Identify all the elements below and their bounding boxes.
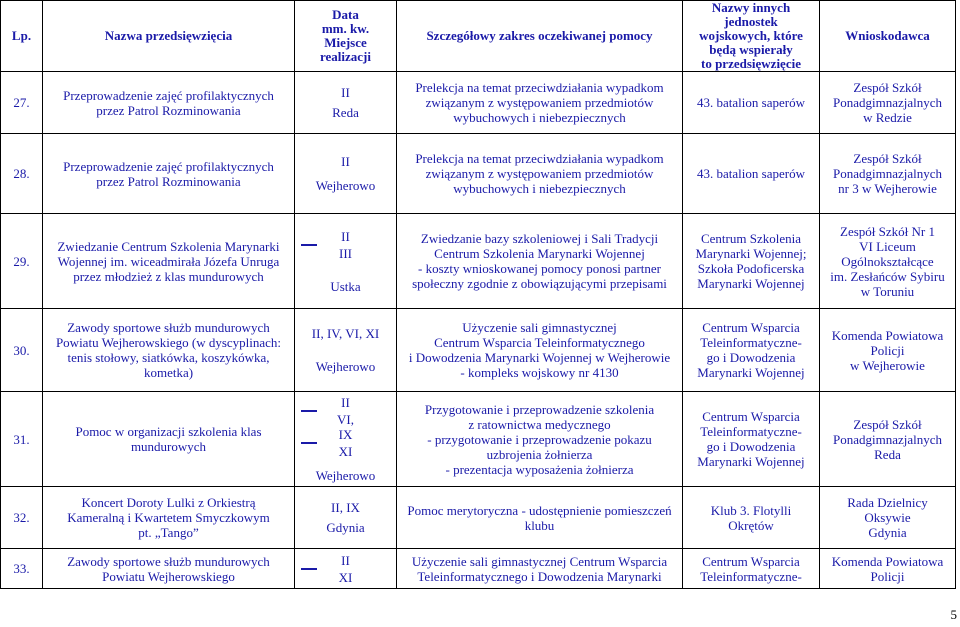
row-units-line: Teleinformatyczne- <box>700 335 802 350</box>
header-name: Nazwa przedsięwzięcia <box>43 1 295 72</box>
row-units-line: Marynarki Wojennej <box>697 276 805 291</box>
row-name <box>43 72 295 134</box>
row-name-line: Zwiedzanie Centrum Szkolenia Marynarki <box>57 238 280 254</box>
row-date-start: IX <box>338 427 353 442</box>
row-applicant-line: w Redzie <box>863 110 912 125</box>
row-applicant-line: Ponadgimnazjalnych <box>832 166 943 181</box>
row-name <box>43 214 295 309</box>
row-scope-line: Pomoc merytoryczna - udostępnienie pomieszczeń <box>407 502 672 518</box>
row-applicant-line: Zespół Szkół <box>853 416 922 432</box>
header-date-line: mm. kw. <box>321 21 370 36</box>
row-applicant <box>820 392 956 487</box>
row-applicant-line: w Toruniu <box>860 283 915 299</box>
row-date-end: XI <box>338 569 353 585</box>
row-date: II <box>341 154 350 169</box>
row-units-line: Teleinformatyczne- <box>700 568 802 584</box>
row-units-line: Szkoła Podoficerska <box>697 261 805 276</box>
row-name <box>43 134 295 214</box>
row-scope-line: - prezentacja wyposażenia żołnierza <box>445 461 634 477</box>
row-scope <box>397 134 683 214</box>
row-units <box>683 309 820 392</box>
row-scope-line: Przygotowanie i przeprowadzenie szkolenia <box>424 401 655 417</box>
row-name-line: kometka) <box>143 365 194 380</box>
row-scope-line: Centrum Wsparcia Teleinformatycznego <box>434 335 645 350</box>
row-name-line: Koncert Doroty Lulki z Orkiestrą <box>81 495 256 510</box>
header-lp: Lp. <box>1 1 43 72</box>
row-place: Wejherowo <box>315 359 376 374</box>
row-date-place <box>295 392 397 487</box>
row-name <box>43 487 295 549</box>
row-units-line: 43. batalion saperów <box>697 166 805 181</box>
row-scope-line: Zwiedzanie bazy szkoleniowej i Sali Tradycji <box>420 231 659 246</box>
row-units-line: go i Dowodzenia <box>706 439 796 454</box>
row-scope-line: - kompleks wojskowy nr 4130 <box>460 365 619 380</box>
row-name-line: pt. „Tango” <box>138 525 199 540</box>
header-applicant: Wnioskodawca <box>820 1 956 72</box>
row-scope-line: Prelekcja na temat przeciwdziałania wypadkom <box>415 151 664 166</box>
row-place: Ustka <box>330 278 361 294</box>
header-date-line: realizacji <box>319 49 371 64</box>
row-units-line: Marynarki Wojennej <box>697 454 805 469</box>
row-units <box>683 549 820 589</box>
row-name-line: przez młodzież z klas mundurowych <box>73 268 264 284</box>
table-row <box>1 487 956 549</box>
row-applicant-line: Oksywie <box>864 510 911 525</box>
row-units <box>683 487 820 549</box>
row-units-line: Teleinformatyczne- <box>700 424 802 439</box>
row-date-range <box>297 395 394 427</box>
row-scope-line: wybuchowych i niebezpiecznych <box>453 181 626 196</box>
header-units-line: jednostek <box>724 14 778 29</box>
row-applicant-line: Policji <box>870 568 905 584</box>
row-name-line: Zawody sportowe służb mundurowych <box>67 320 270 335</box>
row-scope-line: społeczny zgodnie z obowiązującymi przepisami <box>412 276 667 291</box>
row-name-line: przez Patrol Rozminowania <box>96 102 241 118</box>
row-applicant-line: Komenda Powiatowa <box>831 553 944 569</box>
row-date-place <box>295 72 397 134</box>
row-units <box>683 214 820 309</box>
row-units-line: go i Dowodzenia <box>706 350 796 365</box>
row-name <box>43 549 295 589</box>
row-applicant-line: Zespół Szkół <box>853 80 922 95</box>
header-units-line: wojskowych, które <box>699 28 803 43</box>
row-applicant-line: Komenda Powiatowa <box>831 327 944 343</box>
row-applicant <box>820 549 956 589</box>
row-name-line: Przeprowadzenie zajęć profilaktycznych <box>63 87 274 103</box>
row-scope <box>397 214 683 309</box>
row-place: Reda <box>332 105 359 120</box>
page-number: 5 <box>950 607 957 622</box>
row-units-line: Centrum Wsparcia <box>702 409 800 424</box>
row-scope-line: Prelekcja na temat przeciwdziałania wypadkom <box>415 80 664 95</box>
row-lp: 30. <box>1 309 43 392</box>
row-scope-line: klubu <box>524 517 555 533</box>
row-applicant-line: im. Zesłańców Sybiru <box>830 268 945 284</box>
row-date-place <box>295 487 397 549</box>
row-scope-line: Teleinformatycznego i Dowodzenia Marynarki <box>417 568 662 584</box>
row-applicant-line: Zespół Szkół Nr 1 <box>840 223 935 239</box>
row-scope-line: z ratownictwa medycznego <box>468 416 611 432</box>
header-units-line: będą wspierały <box>709 42 793 57</box>
row-name-line: Przeprowadzenie zajęć profilaktycznych <box>63 158 274 174</box>
row-date-place <box>295 214 397 309</box>
row-lp: 29. <box>1 214 43 309</box>
header-row <box>1 1 956 72</box>
row-date: II, IX <box>331 500 360 515</box>
header-units-line: Nazwy innych <box>711 0 791 15</box>
row-lp: 33. <box>1 549 43 589</box>
row-lp: 28. <box>1 134 43 214</box>
row-applicant <box>820 487 956 549</box>
row-date-end: XI <box>338 444 353 459</box>
row-units <box>683 72 820 134</box>
row-scope-line: Użyczenie sali gimnastycznej <box>462 320 617 335</box>
row-scope <box>397 392 683 487</box>
row-scope-line: związanym z występowaniem przedmiotów <box>425 95 654 110</box>
table-row <box>1 72 956 134</box>
row-scope-line: - koszty wnioskowanej pomocy ponosi partner <box>418 261 661 276</box>
row-date-start: II <box>341 228 350 244</box>
row-applicant-line: Ponadgimnazjalnych <box>832 95 943 110</box>
row-name-line: mundurowych <box>130 439 207 454</box>
table-row <box>1 392 956 487</box>
row-lp: 32. <box>1 487 43 549</box>
row-date-end: III <box>339 245 352 261</box>
row-applicant-line: w Wejherowie <box>850 357 925 373</box>
row-applicant-line: Ponadgimnazjalnych <box>832 431 943 447</box>
row-units-line: Centrum Szkolenia <box>700 231 801 246</box>
row-scope <box>397 72 683 134</box>
row-scope-line: Użyczenie sali gimnastycznej Centrum Wsparcia <box>411 553 668 569</box>
row-units-line: Centrum Wsparcia <box>702 553 800 569</box>
row-units-line: 43. batalion saperów <box>697 95 805 110</box>
row-applicant-line: Gdynia <box>868 525 907 540</box>
row-place: Wejherowo <box>315 468 376 483</box>
row-name <box>43 392 295 487</box>
row-units-line: Klub 3. Flotylli <box>710 502 792 518</box>
table-row <box>1 549 956 589</box>
table-row <box>1 309 956 392</box>
row-applicant <box>820 134 956 214</box>
header-units-line: to przedsięwzięcie <box>701 56 801 71</box>
row-units-line: Okrętów <box>728 517 774 533</box>
row-lp: 31. <box>1 392 43 487</box>
row-scope-line: - przygotowanie i przeprowadzenie pokazu <box>427 431 652 447</box>
row-applicant <box>820 214 956 309</box>
row-name-line: przez Patrol Rozminowania <box>96 173 241 189</box>
row-scope <box>397 549 683 589</box>
row-units-line: Marynarki Wojennej; <box>695 246 807 261</box>
row-date-range <box>297 427 394 459</box>
row-name-line: tenis stołowy, siatkówka, koszykówka, <box>67 350 270 365</box>
row-applicant-line: Zespół Szkół <box>853 151 922 166</box>
row-date-range <box>297 553 394 585</box>
row-place: Gdynia <box>326 520 365 535</box>
header-units <box>683 1 820 72</box>
table-row <box>1 134 956 214</box>
row-applicant-line: Rada Dzielnicy <box>847 495 928 510</box>
row-applicant-line: VI Liceum <box>859 238 916 254</box>
row-lp: 27. <box>1 72 43 134</box>
row-units-line: Marynarki Wojennej <box>697 365 805 380</box>
row-applicant <box>820 72 956 134</box>
row-place: Wejherowo <box>315 178 376 193</box>
table-row <box>1 214 956 309</box>
row-units <box>683 392 820 487</box>
row-date-start: II <box>341 395 350 410</box>
row-date-place <box>295 549 397 589</box>
row-date-range <box>297 229 394 261</box>
row-date: II <box>341 85 350 100</box>
row-scope-line: i Dowodzenia Marynarki Wojennej w Wejherowie <box>408 350 671 365</box>
row-scope-line: związanym z występowaniem przedmiotów <box>425 166 654 181</box>
row-scope-line: uzbrojenia żołnierza <box>486 446 593 462</box>
row-units <box>683 134 820 214</box>
row-name-line: Zawody sportowe służb mundurowych <box>67 553 270 569</box>
row-scope <box>397 487 683 549</box>
row-name-line: Kameralną i Kwartetem Smyczkowym <box>67 510 270 525</box>
header-date-place <box>295 1 397 72</box>
row-applicant-line: Ogólnokształcące <box>841 253 934 269</box>
row-applicant-line: nr 3 w Wejherowie <box>838 181 937 196</box>
header-date-line: Data <box>332 7 359 22</box>
row-scope-line: wybuchowych i niebezpiecznych <box>453 110 626 125</box>
row-date-place <box>295 309 397 392</box>
row-date-place <box>295 134 397 214</box>
row-name <box>43 309 295 392</box>
row-name-line: Pomoc w organizacji szkolenia klas <box>75 424 262 439</box>
row-applicant-line: Reda <box>874 446 901 462</box>
row-date-start: II <box>341 552 350 568</box>
header-date-line: Miejsce <box>324 35 367 50</box>
row-applicant <box>820 309 956 392</box>
row-date: II, IV, VI, XI <box>311 326 380 341</box>
row-applicant-line: Policji <box>870 342 905 358</box>
row-name-line: Powiatu Wejherowskiego (w dyscyplinach: <box>55 335 282 350</box>
row-units-line: Centrum Wsparcia <box>702 320 800 335</box>
header-scope: Szczegółowy zakres oczekiwanej pomocy <box>397 1 683 72</box>
row-scope-line: Centrum Szkolenia Marynarki Wojennej <box>434 246 645 261</box>
row-date-end: VI, <box>337 412 354 427</box>
row-name-line: Powiatu Wejherowskiego <box>102 568 235 584</box>
row-name-line: Wojennej im. wiceadmirała Józefa Unruga <box>57 253 280 269</box>
row-scope <box>397 309 683 392</box>
